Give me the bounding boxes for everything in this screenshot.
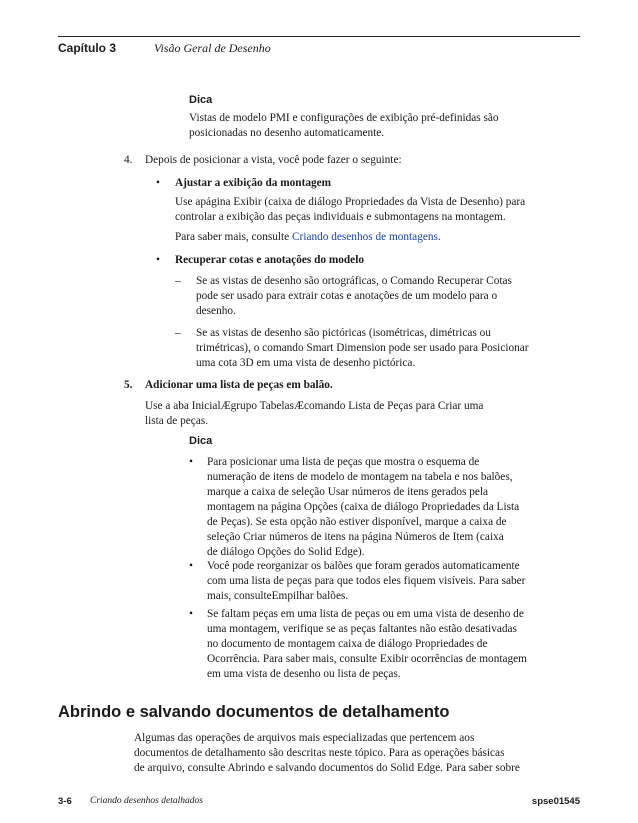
text-line: uma montagem, verifique se as peças faltantes não estão desativadas [207,623,517,635]
text-line: Algumas das operações de arquivos mais especializadas que pertencem aos [134,732,475,744]
text-line: no documento de montagem caixa de diálogo Propriedades de [207,638,488,650]
text-line: Ocorrência. Para saber mais, consulte Exibir ocorrências de montagem [207,653,527,665]
step-number: 4. [124,154,133,166]
bullet-text [175,195,525,225]
text-line: lista de peças. [145,415,209,427]
chapter-title: Visão Geral de Desenho [154,41,271,55]
text-line: pode ser usado para extrair cotas e anotações de um modelo para o [196,290,498,302]
text-line: de Peças). Se esta opção não estiver disponível, marque a caixa de [207,516,507,528]
see-also-prefix: Para saber mais, consulte [175,231,293,243]
dash-item-1 [196,274,512,319]
text-line: desenho. [196,305,236,317]
text-line: Use a aba InicialÆgrupo TabelasÆcomando Lista de Peças para Criar uma [145,400,484,412]
bullet-marker: • [189,608,193,620]
bullet-title: Recuperar cotas e anotações do modelo [175,254,364,266]
text-line: Você pode reorganizar os balões que foram gerados automaticamente [207,560,520,572]
tip-label: Dica [189,435,213,447]
text-line: de arquivo, consulte Abrindo e salvando documentos do Solid Edge. Para saber sobre [134,762,520,774]
step-number: 5. [124,379,133,391]
text-line: de diálogo Opções do Solid Edge). [207,546,365,558]
dash-marker: – [175,275,181,287]
page-header [58,36,580,57]
see-also-suffix: . [437,231,441,243]
document-code: spse01545 [531,796,580,807]
bullet-2-title [175,253,364,268]
text-line: posicionadas no desenho automaticamente. [189,127,385,139]
text-line: seleção Criar números de itens na página Números de Item (caixa [207,531,504,543]
text-line: uma cota 3D em uma vista de desenho pictórica. [196,357,416,369]
text-line: Se faltam peças em uma lista de peças ou em uma vista de desenho de [207,608,524,620]
tip-bullet-2 [207,559,525,604]
text-line: trimétricas), o comando Smart Dimension pode ser usado para Posicionar [196,342,529,354]
bullet-marker: • [156,254,160,266]
text-line: mais, consulteEmpilhar balões. [207,590,349,602]
text-line: marque a caixa de seleção Usar números de itens gerados pela [207,486,489,498]
bullet-marker: • [189,456,193,468]
tip-bullet-3 [207,607,527,682]
step-text [145,399,483,429]
text-line: Se as vistas de desenho são pictóricas (isométricas, dimétricas ou [196,327,491,339]
tip-box-1 [189,93,499,141]
chapter-number: Capítulo 3 [58,41,117,55]
text-line: documentos de detalhamento são descritas neste tópico. Para as operações básicas [134,747,505,759]
tip-bullet-1 [207,455,519,560]
tip-text [189,111,499,141]
text-line: controlar a exibição das peças individuais e submontagens na montagem. [175,211,506,223]
text-line: montagem na página Opções (caixa de diálogo Propriedades da Lista [207,501,520,513]
text-line: em uma vista de desenho ou lista de peças. [207,668,401,680]
text-line: Use apágina Exibir (caixa de diálogo Propriedades da Vista de Desenho) para [175,196,526,208]
book-title: Criando desenhos detalhados [90,796,203,806]
bullet-marker: • [189,560,193,572]
text-line: Vistas de modelo PMI e configurações de exibição pré-definidas são [189,112,499,124]
step-title: Adicionar uma lista de peças em balão. [145,379,333,391]
tip-label: Dica [189,94,213,106]
bullet-1 [175,176,525,245]
step-text: Depois de posicionar a vista, você pode fazer o seguinte: [145,154,402,166]
dash-item-2 [196,326,529,371]
text-line: com uma lista de peças para que todos eles fiquem visíveis. Para saber [207,575,526,587]
bullet-title: Ajustar a exibição da montagem [175,177,332,189]
text-line: numeração de itens de modelo de montagem na tabela e nos balões, [207,471,513,483]
dash-marker: – [175,327,181,339]
text-line: Para posicionar uma lista de peças que mostra o esquema de [207,456,480,468]
link-criando-desenhos-de-montagens[interactable]: Criando desenhos de montagens [292,231,438,243]
see-also [175,230,525,245]
bullet-marker: • [156,177,160,189]
section-paragraph [134,731,520,776]
page-number: 3-6 [58,796,72,807]
text-line: Se as vistas de desenho são ortográficas, o Comando Recuperar Cotas [196,275,512,287]
section-heading: Abrindo e salvando documentos de detalhamento [58,703,450,721]
